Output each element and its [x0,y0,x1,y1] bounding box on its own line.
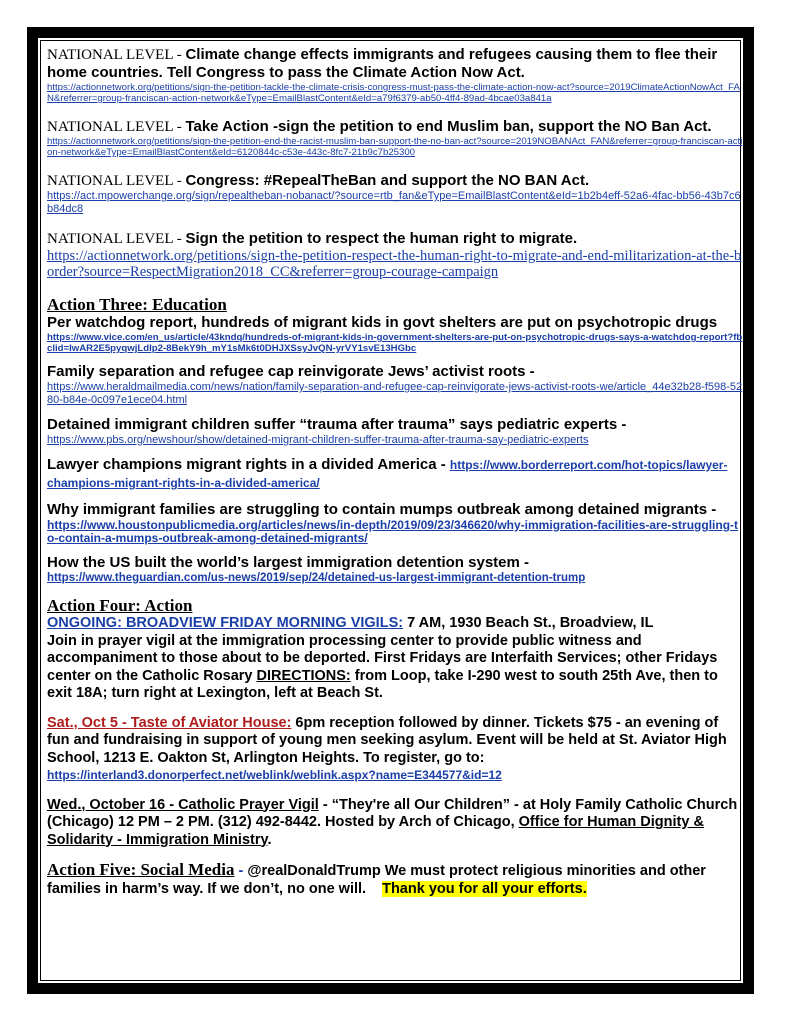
article-link[interactable]: https://www.heraldmailmedia.com/news/nation/family-separation-and-refugee-cap-reinvigorate-jews-activist-roots-we/article_44e32b28-f598-5280-b84e-0c097e1ece04.html [47,381,743,406]
article-link[interactable]: https://www.theguardian.com/us-news/2019/sep/24/detained-us-largest-immigrant-detention-trump [47,572,586,584]
vigil-location: 7 AM, 1930 Beach St., Broadview, IL [403,615,654,631]
register-link[interactable]: https://interland3.donorperfect.net/weblink/weblink.aspx?name=E344577&id=12 [47,768,502,782]
national-level-label: NATIONAL LEVEL [47,173,173,189]
article-headline: Why immigrant families are struggling to contain mumps outbreak among detained migrants - [47,501,717,518]
article-headline: Detained immigrant children suffer “trauma after trauma” says pediatric experts - [47,416,627,433]
article-item [47,456,744,492]
prayer-vigil-description: - “They're all Our Children” - at Holy Family Catholic Church (Chicago) 12 PM – 2 PM. (312) 492-8442. Hosted by Arch of Chicago, [47,796,738,830]
article-headline-with-link [47,456,744,492]
aviator-event-label: Sat., Oct 5 - Taste of Aviator House: [47,714,292,731]
article-link[interactable]: https://www.borderreport.com/hot-topics/lawyer-champions-migrant-rights-in-a-divided-america/ [47,458,728,490]
separator: - [172,231,186,247]
article-item [47,554,744,585]
article-link[interactable]: https://www.pbs.org/newshour/show/detained-migrant-children-suffer-trauma-after-trauma-say-pediatric-experts [47,434,589,446]
article-headline: Lawyer champions migrant rights in a divided America - [47,456,450,473]
petition-link[interactable]: https://actionnetwork.org/petitions/sign-the-petition-end-the-racist-muslim-ban-support-the-no-ban-act?source=2019NOBANAct_FAN&referrer=group-franciscan-action-network&eType=EmailBlastContent&eId=6120844c-c53e-443c-8fc7-21b9c7b25300 [47,136,743,158]
national-item [47,46,744,104]
period: . [267,831,272,848]
separator: - [172,173,186,189]
directions-label: DIRECTIONS: [256,667,351,684]
prayer-vigil-paragraph [47,797,744,850]
vigil-paragraph [47,615,744,703]
national-item-title: Climate change effects immigrants and refugees causing them to flee their home countries. Tell Congress to pass the Climate Action Now Act. [47,46,718,81]
article-item [47,314,744,354]
national-level-label: NATIONAL LEVEL [47,119,173,135]
article-link[interactable]: https://www.vice.com/en_us/article/43kndq/hundreds-of-migrant-kids-in-government-shelters-are-put-on-psychotropic-drugs-says-a-watchdog-report?fbclid=IwAR2E5pyqwjLdIp2-8BekY9h_mY1sMk6t0DHJXSsyJvQN-yrVY1svE13HGbc [47,332,743,354]
vigil-description: Join in prayer vigil at the immigration processing center to provide public witness and accompaniment to those about to be deported. First Fridays are Interfaith Services; other Fridays center on the Catholic Rosary [47,632,718,684]
national-item [47,230,744,280]
article-headline: Family separation and refugee cap reinvigorate Jews’ activist roots - [47,363,535,380]
vigil-link[interactable]: ONGOING: BROADVIEW FRIDAY MORNING VIGILS: [47,615,404,631]
national-item-heading [47,46,744,82]
petition-link[interactable]: https://act.mpowerchange.org/sign/repealtheban-nobanact/?source=rtb_fan&eType=EmailBlastContent&eId=1b2b4eff-52a6-4fac-bb56-43b7c6b84dc8 [47,190,741,215]
petition-link[interactable]: https://actionnetwork.org/petitions/sign-the-petition-tackle-the-climate-crisis-congress-must-pass-the-climate-action-now-act?source=2019ClimateActionNowAct_FAN&referrer=group-franciscan-action-network&eType=EmailBlastContent&eId=a79f6379-ab50-4ff4-89ad-4bcae03a841a [47,82,740,104]
national-item-heading [47,118,744,136]
national-item [47,118,744,158]
national-item-title: Sign the petition to respect the human right to migrate. [185,230,578,247]
national-item-title: Congress: #RepealTheBan and support the NO BAN Act. [185,172,590,189]
national-level-label: NATIONAL LEVEL [47,231,173,247]
section-title-social-media: Action Five: Social Media [47,860,235,879]
article-item [47,416,744,447]
article-item [47,501,744,545]
separator: - [234,863,248,879]
thank-you-note: Thank you for all your efforts. [382,880,587,897]
article-link[interactable]: https://www.houstonpublicmedia.org/articles/news/in-depth/2019/09/23/346620/why-immigration-facilities-are-struggling-to-contain-a-mumps-outbreak-among-detained-migrants/ [47,518,739,545]
social-media-message: @realDonaldTrump We must protect religious minorities and other families in harm’s way. If we don’t, no one will. [47,863,706,897]
article-headline: Per watchdog report, hundreds of migrant kids in govt shelters are put on psychotropic drugs [47,314,718,331]
section-title-action: Action Four: Action [47,596,193,615]
prayer-vigil-label: Wed., October 16 - Catholic Prayer Vigil [47,796,319,813]
office-name: Office for Human Dignity & Solidarity - Immigration Ministry [47,814,704,848]
aviator-paragraph [47,715,744,785]
national-level-label: NATIONAL LEVEL [47,47,173,63]
national-item [47,172,744,216]
separator: - [172,119,186,135]
national-item-heading [47,230,744,248]
social-media-paragraph [47,861,744,898]
aviator-description: 6pm reception followed by dinner. Tickets $75 - an evening of fun and fundraising in support of young men seeking asylum. Event will be held at St. Aviator High School, 1213 E. Oakton St, Arlington Heights. To register, go to: [47,714,727,766]
article-item [47,363,744,407]
article-headline: How the US built the world’s largest immigration detention system - [47,554,529,571]
directions-text: from Loop, take I-290 west to south 25th Ave, then to exit 18A; turn right at Lexington, left at Beach St. [47,667,718,701]
document-body [47,46,744,910]
section-title-education: Action Three: Education [47,295,227,314]
separator: - [172,47,186,63]
national-item-title: Take Action -sign the petition to end Muslim ban, support the NO Ban Act. [185,118,712,135]
petition-link[interactable]: https://actionnetwork.org/petitions/sign-the-petition-respect-the-human-right-to-migrate-and-end-militarization-at-the-border?source=RespectMigration2018_CC&referrer=group-courage-campaign [47,248,742,280]
national-item-heading [47,172,744,190]
